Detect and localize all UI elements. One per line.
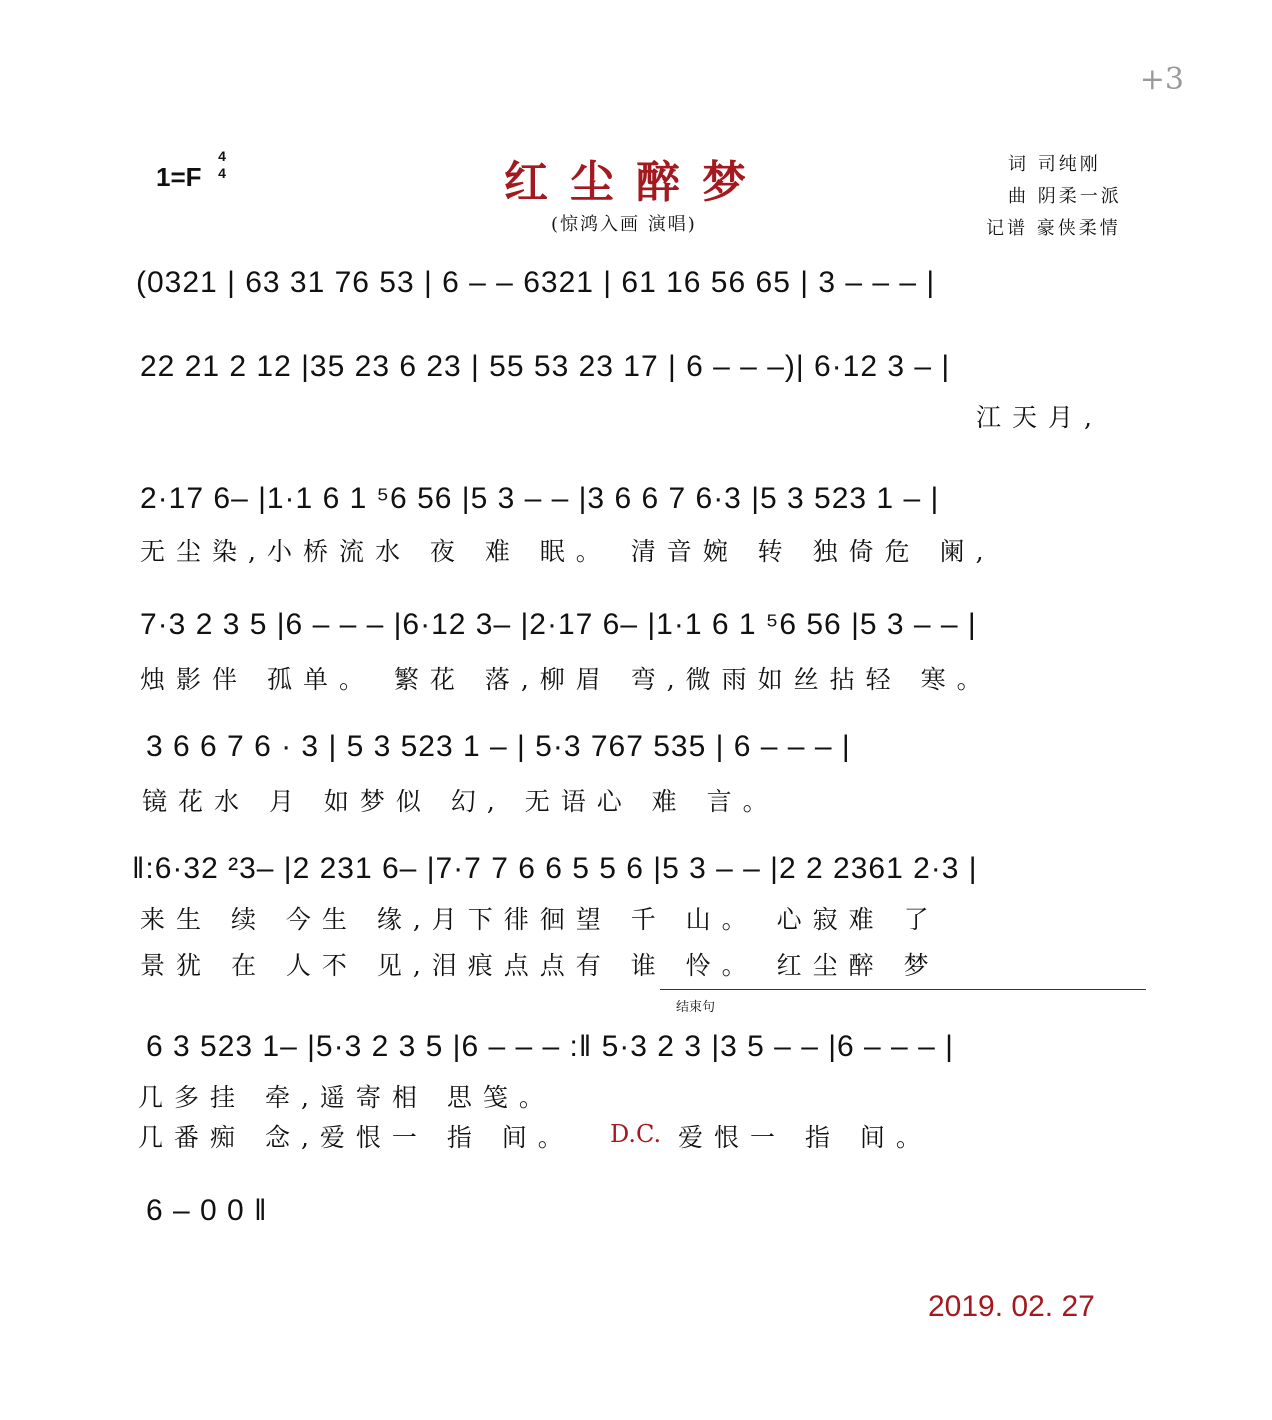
page-corner-mark: +3 bbox=[1139, 62, 1184, 97]
song-title: 红尘醉梦 bbox=[504, 157, 768, 208]
lyric-line-2: 江天月, bbox=[976, 403, 1103, 432]
score-system-7: 6 3 523 1– |5·3 2 3 5 |6 – – – :‖ 5·3 2 3 |3 5 – – |6 – – – | bbox=[146, 1030, 954, 1063]
transcriber-credit: 记谱 豪侠柔情 bbox=[986, 218, 1121, 239]
lyric-line-5: 镜花水 月 如梦似 幻, 无语心 难 言。 bbox=[142, 787, 779, 816]
lyric-line-3: 无尘染,小桥流水 夜 难 眠。 清音婉 转 独倚危 阑, bbox=[140, 537, 995, 566]
ending-label: 结束句 bbox=[676, 1000, 716, 1015]
lyric-line-4: 烛影伴 孤单。 繁花 落,柳眉 弯,微雨如丝拈轻 寒。 bbox=[140, 665, 993, 694]
key-signature: 1=F bbox=[156, 162, 202, 192]
da-capo-marking: D.C. bbox=[610, 1120, 662, 1148]
lyric-line-7-ending: 爱恨一 指 间。 bbox=[678, 1123, 932, 1152]
score-system-3: 2·17 6– |1·1 6 1 ⁵6 56 |5 3 – – |3 6 6 7 6·3 |5 3 523 1 – | bbox=[140, 482, 940, 515]
lyric-line-7b: 几番痴 念,爱恨一 指 间。 bbox=[138, 1123, 574, 1152]
time-signature-bottom: 4 bbox=[218, 165, 226, 181]
score-date: 2019. 02. 27 bbox=[928, 1290, 1095, 1323]
score-system-8: 6 – 0 0 ‖ bbox=[146, 1194, 268, 1227]
score-system-2: 22 21 2 12 |35 23 6 23 | 55 53 23 17 | 6 – – –)| 6·12 3 – | bbox=[140, 350, 951, 383]
score-system-5: 3 6 6 7 6 · 3 | 5 3 523 1 – | 5·3 767 535 | 6 – – – | bbox=[146, 730, 851, 763]
composer-credit: 曲 阴柔一派 bbox=[1008, 186, 1122, 207]
singer-credit: (惊鸿入画 演唱) bbox=[551, 214, 697, 235]
lyric-line-7a: 几多挂 牵,遥寄相 思笺。 bbox=[138, 1083, 555, 1112]
lyric-line-6b: 景犹 在 人不 见,泪痕点点有 谁 怜。 红尘醉 梦 bbox=[140, 951, 940, 980]
score-system-1: (0321 | 63 31 76 53 | 6 – – 6321 | 61 16 56 65 | 3 – – – | bbox=[136, 266, 936, 299]
time-signature-top: 4 bbox=[218, 148, 226, 164]
score-system-6: ‖:6·32 ²3– |2 231 6– |7·7 7 6 6 5 5 6 |5 3 – – |2 2 2361 2·3 | bbox=[132, 852, 978, 885]
ending-bracket-line bbox=[660, 989, 1146, 990]
lyric-line-6a: 来生 续 今生 缘,月下徘徊望 千 山。 心寂难 了 bbox=[140, 905, 940, 934]
lyricist-credit: 词 司纯刚 bbox=[1008, 154, 1101, 175]
score-system-4: 7·3 2 3 5 |6 – – – |6·12 3– |2·17 6– |1·1 6 1 ⁵6 56 |5 3 – – | bbox=[140, 608, 977, 641]
